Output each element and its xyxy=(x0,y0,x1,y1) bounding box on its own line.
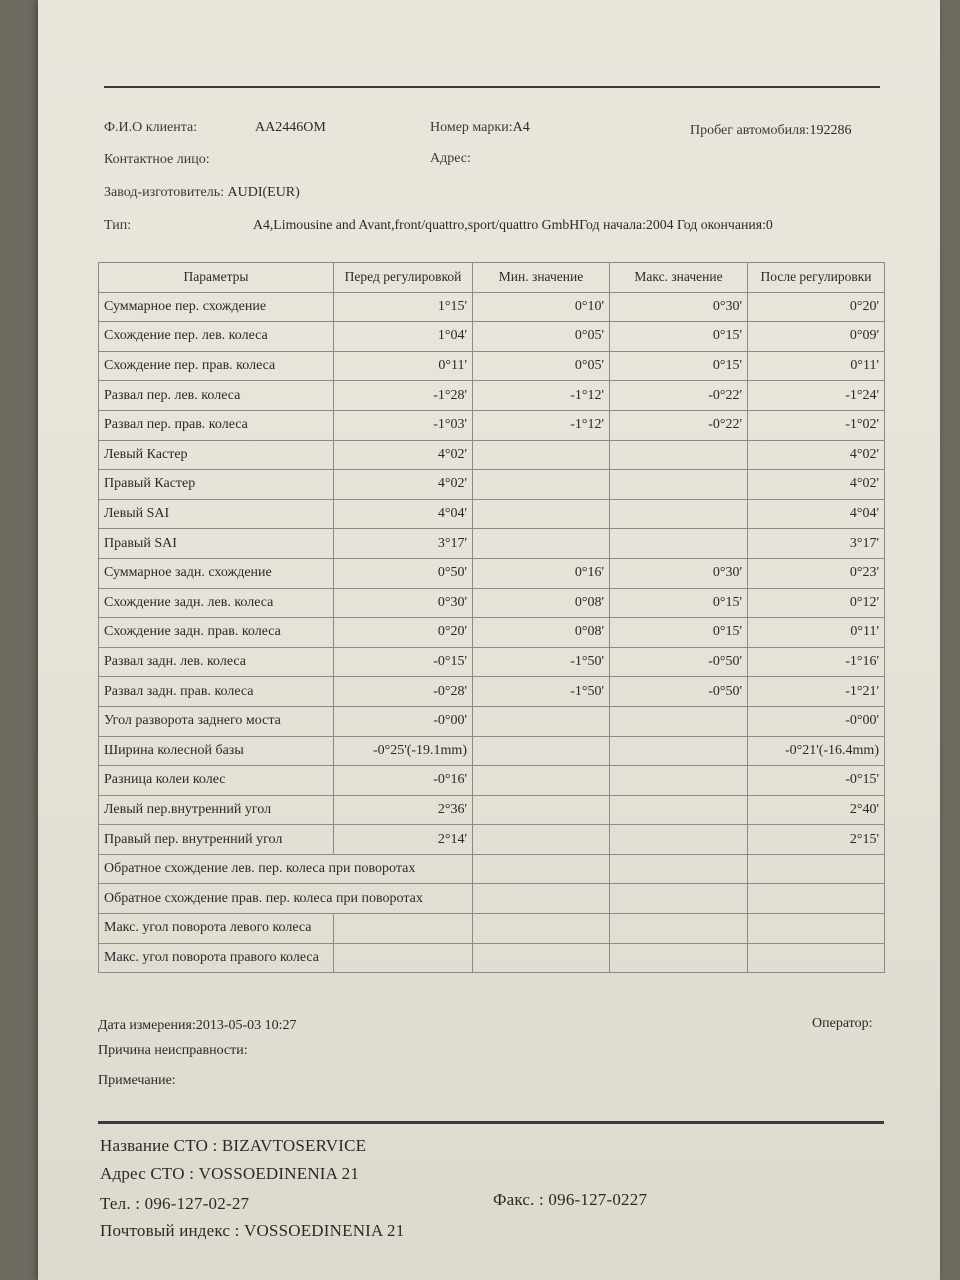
service-postal: Почтовый индекс : VOSSOEDINENIA 21 xyxy=(100,1221,405,1240)
note-label: Примечание: xyxy=(98,1073,176,1088)
address-field xyxy=(430,151,471,167)
table-row xyxy=(99,558,885,588)
cell-min xyxy=(473,529,610,559)
cell-max xyxy=(610,529,748,559)
cell-param: Суммарное задн. схождение xyxy=(99,558,334,588)
client-value xyxy=(255,120,326,136)
table-row xyxy=(99,677,885,707)
col-header-before: Перед регулировкой xyxy=(334,263,473,293)
table-row xyxy=(99,884,885,914)
table-row xyxy=(99,588,885,618)
cell-before: 0°30' xyxy=(334,588,473,618)
cell-after: 2°15' xyxy=(748,825,885,855)
type-value: A4,Limousine and Avant,front/quattro,sport/quattro GmbHГод начала:2004 Год окончания:0 xyxy=(253,217,773,232)
cell-max xyxy=(610,884,748,914)
table-row xyxy=(99,470,885,500)
col-header-max: Макс. значение xyxy=(610,263,748,293)
col-header-after: После регулировки xyxy=(748,263,885,293)
plate-label: Номер марки: xyxy=(430,120,513,135)
cell-param: Схождение задн. лев. колеса xyxy=(99,588,334,618)
col-header-params: Параметры xyxy=(99,263,334,293)
cell-min: -1°50' xyxy=(473,647,610,677)
cell-min xyxy=(473,854,610,884)
maker-value: AUDI(EUR) xyxy=(227,185,300,200)
cell-max: 0°15' xyxy=(610,322,748,352)
mileage-value: 192286 xyxy=(809,123,852,138)
fault-field xyxy=(98,1043,248,1059)
cell-max: 0°15' xyxy=(610,618,748,648)
table-row xyxy=(99,647,885,677)
cell-after: 4°02' xyxy=(748,440,885,470)
cell-before: 4°02' xyxy=(334,470,473,500)
table-row xyxy=(99,825,885,855)
cell-before: -0°15' xyxy=(334,647,473,677)
cell-max: 0°30' xyxy=(610,292,748,322)
cell-max xyxy=(610,470,748,500)
cell-param: Развал задн. прав. колеса xyxy=(99,677,334,707)
cell-param: Схождение задн. прав. колеса xyxy=(99,618,334,648)
cell-param: Макс. угол поворота правого колеса xyxy=(99,943,334,973)
top-divider xyxy=(104,86,880,88)
cell-param: Схождение пер. прав. колеса xyxy=(99,351,334,381)
cell-max xyxy=(610,825,748,855)
cell-max xyxy=(610,795,748,825)
cell-before: 1°15' xyxy=(334,292,473,322)
cell-after: 2°40' xyxy=(748,795,885,825)
cell-min xyxy=(473,914,610,944)
cell-param: Развал задн. лев. колеса xyxy=(99,647,334,677)
table-row xyxy=(99,618,885,648)
cell-param: Суммарное пер. схождение xyxy=(99,292,334,322)
cell-after: -1°21' xyxy=(748,677,885,707)
cell-after xyxy=(748,854,885,884)
service-fax: Факс. : 096-127-0227 xyxy=(493,1190,648,1209)
fault-label: Причина неисправности: xyxy=(98,1043,248,1058)
cell-after: -1°24' xyxy=(748,381,885,411)
cell-before: -0°25'(-19.1mm) xyxy=(334,736,473,766)
table-row xyxy=(99,854,885,884)
cell-param: Развал пер. лев. колеса xyxy=(99,381,334,411)
cell-min xyxy=(473,825,610,855)
cell-max: -0°50' xyxy=(610,677,748,707)
address-label: Адрес: xyxy=(430,151,471,166)
table-row xyxy=(99,914,885,944)
cell-after: 0°23' xyxy=(748,558,885,588)
cell-before: 4°02' xyxy=(334,440,473,470)
bottom-divider xyxy=(98,1121,884,1124)
cell-after: 3°17' xyxy=(748,529,885,559)
table-row xyxy=(99,706,885,736)
col-header-min: Мин. значение xyxy=(473,263,610,293)
cell-param: Схождение пер. лев. колеса xyxy=(99,322,334,352)
cell-max xyxy=(610,706,748,736)
cell-max: 0°30' xyxy=(610,558,748,588)
cell-min xyxy=(473,499,610,529)
cell-param: Левый SAI xyxy=(99,499,334,529)
cell-max: -0°50' xyxy=(610,647,748,677)
type-label-field xyxy=(104,218,131,234)
date-value: 2013-05-03 10:27 xyxy=(195,1018,297,1033)
table-body xyxy=(99,292,885,973)
cell-min: 0°10' xyxy=(473,292,610,322)
cell-before: 3°17' xyxy=(334,529,473,559)
operator-field xyxy=(812,1016,873,1032)
cell-param: Ширина колесной базы xyxy=(99,736,334,766)
cell-min: -1°12' xyxy=(473,381,610,411)
cell-min: 0°08' xyxy=(473,618,610,648)
table-row xyxy=(99,381,885,411)
cell-max: -0°22' xyxy=(610,381,748,411)
cell-param: Правый SAI xyxy=(99,529,334,559)
cell-param: Развал пер. прав. колеса xyxy=(99,410,334,440)
cell-after xyxy=(748,914,885,944)
cell-max xyxy=(610,736,748,766)
cell-param: Правый пер. внутренний угол xyxy=(99,825,334,855)
client-value-text: AA2446OM xyxy=(255,120,326,135)
cell-before: -0°28' xyxy=(334,677,473,707)
date-label: Дата измерения: xyxy=(98,1018,196,1033)
service-address: Адрес СТО : VOSSOEDINENIA 21 xyxy=(100,1164,360,1183)
contact-field xyxy=(104,152,210,168)
cell-after: -0°15' xyxy=(748,766,885,796)
cell-max xyxy=(610,766,748,796)
cell-max xyxy=(610,943,748,973)
cell-min xyxy=(473,440,610,470)
cell-min xyxy=(473,736,610,766)
cell-min: 0°05' xyxy=(473,322,610,352)
maker-label: Завод-изготовитель: xyxy=(104,185,224,200)
table-row xyxy=(99,410,885,440)
cell-before: 1°04' xyxy=(334,322,473,352)
service-phone: Тел. : 096-127-02-27 xyxy=(100,1194,250,1213)
cell-after: -1°02' xyxy=(748,410,885,440)
table-header-row xyxy=(99,263,885,293)
cell-max xyxy=(610,854,748,884)
cell-min: 0°16' xyxy=(473,558,610,588)
cell-after: -1°16' xyxy=(748,647,885,677)
cell-before: -1°03' xyxy=(334,410,473,440)
cell-after: 0°20' xyxy=(748,292,885,322)
cell-after: 0°11' xyxy=(748,351,885,381)
table-row xyxy=(99,292,885,322)
table-row xyxy=(99,766,885,796)
cell-after: 0°09' xyxy=(748,322,885,352)
cell-after: 4°04' xyxy=(748,499,885,529)
cell-max xyxy=(610,499,748,529)
cell-max: -0°22' xyxy=(610,410,748,440)
cell-min xyxy=(473,795,610,825)
cell-param: Разница колеи колес xyxy=(99,766,334,796)
cell-min xyxy=(473,884,610,914)
cell-param: Левый пер.внутренний угол xyxy=(99,795,334,825)
service-name: Название СТО : BIZAVTOSERVICE xyxy=(100,1136,367,1155)
cell-before: 2°36' xyxy=(334,795,473,825)
note-field xyxy=(98,1073,176,1089)
cell-param: Обратное схождение прав. пер. колеса при поворотах xyxy=(99,884,334,914)
cell-after xyxy=(748,943,885,973)
cell-param: Правый Кастер xyxy=(99,470,334,500)
cell-before xyxy=(334,914,473,944)
table-row xyxy=(99,499,885,529)
table-row xyxy=(99,440,885,470)
table-row xyxy=(99,322,885,352)
table-row xyxy=(99,351,885,381)
cell-param: Макс. угол поворота левого колеса xyxy=(99,914,334,944)
table-row xyxy=(99,736,885,766)
table-row xyxy=(99,795,885,825)
cell-before: 0°20' xyxy=(334,618,473,648)
alignment-table xyxy=(98,262,885,973)
mileage-label: Пробег автомобиля: xyxy=(690,123,810,138)
cell-max: 0°15' xyxy=(610,351,748,381)
cell-after: 0°11' xyxy=(748,618,885,648)
cell-after: 0°12' xyxy=(748,588,885,618)
cell-before: 4°04' xyxy=(334,499,473,529)
operator-label: Оператор: xyxy=(812,1016,873,1031)
client-label: Ф.И.О клиента: xyxy=(104,120,198,135)
cell-min xyxy=(473,470,610,500)
cell-before: -0°16' xyxy=(334,766,473,796)
cell-min xyxy=(473,943,610,973)
contact-label: Контактное лицо: xyxy=(104,152,210,167)
cell-after: -0°21'(-16.4mm) xyxy=(748,736,885,766)
cell-max xyxy=(610,440,748,470)
cell-param: Левый Кастер xyxy=(99,440,334,470)
cell-param: Угол разворота заднего моста xyxy=(99,706,334,736)
cell-min: 0°08' xyxy=(473,588,610,618)
cell-after: -0°00' xyxy=(748,706,885,736)
type-value-field xyxy=(253,217,773,233)
cell-min: 0°05' xyxy=(473,351,610,381)
table-row xyxy=(99,943,885,973)
date-field xyxy=(98,1018,297,1034)
cell-min xyxy=(473,706,610,736)
cell-min: -1°50' xyxy=(473,677,610,707)
plate-field xyxy=(430,120,530,136)
plate-value: A4 xyxy=(512,120,530,135)
cell-before xyxy=(334,943,473,973)
cell-max: 0°15' xyxy=(610,588,748,618)
cell-before: 0°50' xyxy=(334,558,473,588)
cell-before: 0°11' xyxy=(334,351,473,381)
cell-min xyxy=(473,766,610,796)
cell-max xyxy=(610,914,748,944)
cell-before: 2°14' xyxy=(334,825,473,855)
cell-after xyxy=(748,884,885,914)
maker-field xyxy=(104,185,300,201)
client-field xyxy=(104,120,197,136)
cell-before: -1°28' xyxy=(334,381,473,411)
type-label: Тип: xyxy=(104,218,132,233)
cell-before: -0°00' xyxy=(334,706,473,736)
cell-after: 4°02' xyxy=(748,470,885,500)
mileage-field xyxy=(690,123,851,139)
cell-param: Обратное схождение лев. пер. колеса при поворотах xyxy=(99,854,334,884)
cell-min: -1°12' xyxy=(473,410,610,440)
table-row xyxy=(99,529,885,559)
